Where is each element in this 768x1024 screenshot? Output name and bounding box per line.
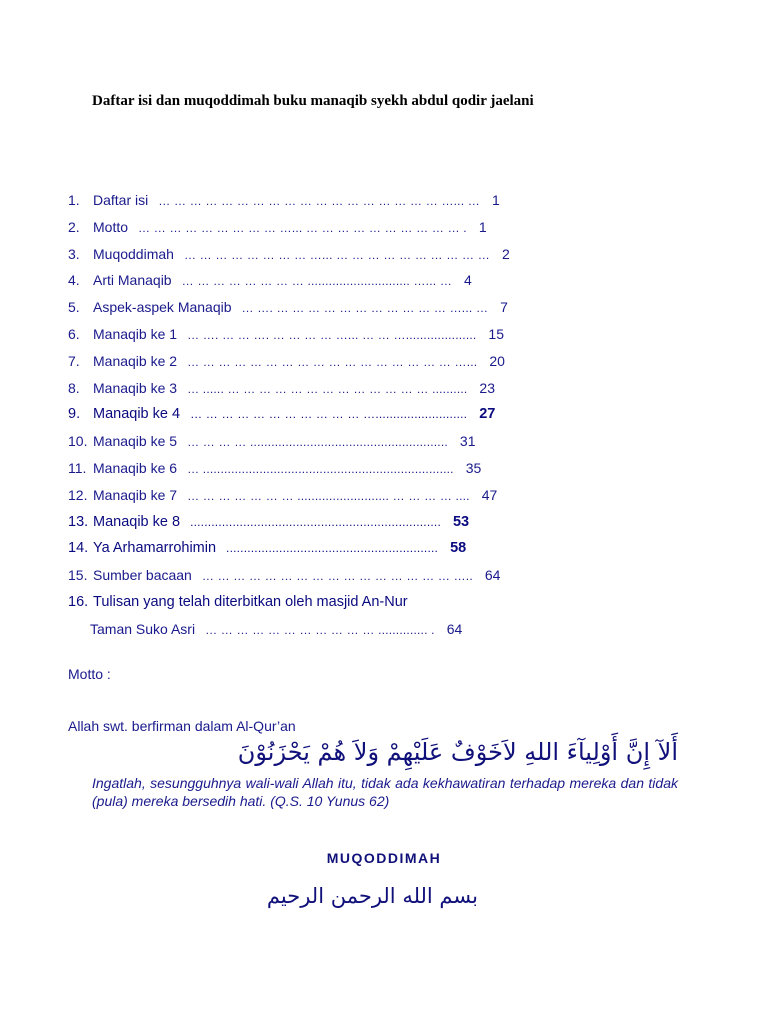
toc-label: Manaqib ke 7 xyxy=(93,486,178,503)
toc-page-number: 1 xyxy=(491,192,500,208)
toc-leader-dots: … … … … … … … … … … … … … … … … ….. xyxy=(201,569,473,584)
toc-number: 14. xyxy=(68,540,89,557)
toc-row xyxy=(68,539,466,557)
toc-label: Manaqib ke 5 xyxy=(93,433,178,450)
toc-label: Manaqib ke 2 xyxy=(93,352,178,369)
toc-label: Manaqib ke 1 xyxy=(93,326,178,342)
muqoddimah-heading: MUQODDIMAH xyxy=(326,850,442,866)
toc-row xyxy=(68,325,504,344)
toc-leader-dots: … … … … … … … … … … … ….......................... xyxy=(190,407,468,422)
toc-leader-dots: … … … … … … … … …... … … … … … … … … … … xyxy=(183,247,490,262)
toc-page-number: 4 xyxy=(464,272,472,289)
toc-page-number: 31 xyxy=(459,433,476,450)
toc-page-number: 64 xyxy=(446,620,463,637)
toc-number: 13. xyxy=(68,513,89,530)
toc-page-number: 2 xyxy=(501,245,510,262)
toc-label: Daftar isi xyxy=(93,192,149,208)
toc-page-number: 20 xyxy=(489,352,505,369)
quran-verse-arabic: أَلآ إِنَّ أَوْلِيآءَ اللهِ لاَخَوْفٌ عَلَيْهِمْ وَلاَ هُمْ يَحْزَنُوْنَ xyxy=(237,738,678,766)
verse-translation: Ingatlah, sesungguhnya wali-wali Allah itu, tidak ada kekhawatiran terhadap mereka dan tidak (pula) mereka bersedih hati. (Q.S. 10 Yunus 62) xyxy=(92,775,678,809)
toc-leader-dots: … …. … … … … … … … … … … … …... … xyxy=(241,301,489,316)
toc-row xyxy=(68,379,495,398)
toc-number: 2. xyxy=(68,218,80,235)
toc-number: 16. xyxy=(68,594,89,610)
toc-row xyxy=(68,298,508,317)
firman-intro: Allah swt. berfirman dalam Al-Qur’an xyxy=(68,718,296,734)
toc-label: Motto xyxy=(93,218,129,235)
toc-label: Manaqib ke 8 xyxy=(93,513,181,530)
toc-page-number: 53 xyxy=(452,513,470,530)
toc-leader-dots: … … … … ........................................................ xyxy=(187,435,448,450)
toc-label: Sumber bacaan xyxy=(93,567,192,584)
toc-label: Ya Arhamarrohimin xyxy=(93,540,217,557)
toc-leader-dots: … … … … … … … … ............................. …... … xyxy=(181,274,453,289)
toc-row xyxy=(68,459,481,478)
toc-label: Manaqib ke 3 xyxy=(93,379,178,396)
toc-row xyxy=(68,218,487,237)
toc-number: 3. xyxy=(68,245,80,262)
toc-number: 7. xyxy=(68,352,80,369)
toc-row xyxy=(68,271,472,290)
toc-page-number: 1 xyxy=(478,218,487,235)
motto-label: Motto : xyxy=(68,666,111,682)
toc-label: Taman Suko Asri xyxy=(90,620,196,637)
toc-label: Manaqib ke 6 xyxy=(93,460,178,476)
toc-leader-dots: ............................................................ xyxy=(226,541,439,556)
toc-number: 12. xyxy=(68,486,88,503)
toc-row xyxy=(68,352,505,371)
document-title: Daftar isi dan muqoddimah buku manaqib syekh abdul qodir jaelani xyxy=(92,93,534,109)
toc-page-number: 15 xyxy=(488,326,504,342)
toc-leader-dots: … …. … … …. … … … … …... … … ….................... xyxy=(187,328,477,342)
toc-row xyxy=(68,566,500,585)
toc-leader-dots: … … … … … … … … … … … … … … … … … …... xyxy=(187,354,478,369)
toc-page-number: 47 xyxy=(481,486,498,503)
toc-row xyxy=(68,593,430,611)
toc-number: 1. xyxy=(68,192,80,208)
toc-number: 15. xyxy=(68,567,88,584)
toc-row xyxy=(68,486,497,505)
toc-page-number: 23 xyxy=(479,379,495,396)
toc-row xyxy=(68,513,469,531)
toc-leader-dots: … … … … … … … .......................... … … … … .... xyxy=(187,488,470,503)
toc-page-number: 58 xyxy=(450,540,467,557)
toc-label: Tulisan yang telah diterbitkan oleh masjid An-Nur xyxy=(93,594,408,610)
toc-label: Arti Manaqib xyxy=(93,272,172,289)
toc-number: 4. xyxy=(68,272,80,289)
basmalah-arabic: بسم الله الرحمن الرحيم xyxy=(266,884,478,908)
toc-leader-dots: ....................................................................... xyxy=(190,514,441,529)
toc-number: 6. xyxy=(68,326,80,342)
toc-number: 8. xyxy=(68,379,80,396)
toc-page-number: 64 xyxy=(484,567,501,584)
toc-number: 5. xyxy=(68,299,80,316)
toc-page-number: 27 xyxy=(479,406,496,423)
toc-row xyxy=(68,191,500,210)
toc-label: Aspek-aspek Manaqib xyxy=(93,299,232,316)
toc-label: Manaqib ke 4 xyxy=(93,406,181,423)
toc-row xyxy=(68,405,495,423)
toc-leader-dots: … … … … … … … … … … … .............. . xyxy=(205,622,435,637)
toc-leader-dots: … ...... … … … … … … … … … … … … … .......... xyxy=(187,381,468,396)
toc-number: 9. xyxy=(68,406,81,423)
toc-number: 10. xyxy=(68,433,88,450)
toc-row xyxy=(68,432,475,451)
toc-leader-dots: … … … … … … … … … …... … … … … … … … … … … . xyxy=(138,220,467,235)
toc-row xyxy=(68,245,510,264)
toc-number: 11. xyxy=(68,460,87,476)
toc-label: Muqoddimah xyxy=(93,245,174,262)
toc-leader-dots: … … … … … … … … … … … … … … … … … … …... … xyxy=(158,194,480,208)
toc-row xyxy=(90,620,462,639)
toc-leader-dots: … ....................................................................... xyxy=(187,462,454,476)
toc-page-number: 7 xyxy=(500,299,508,316)
toc-page-number: 35 xyxy=(465,460,482,476)
